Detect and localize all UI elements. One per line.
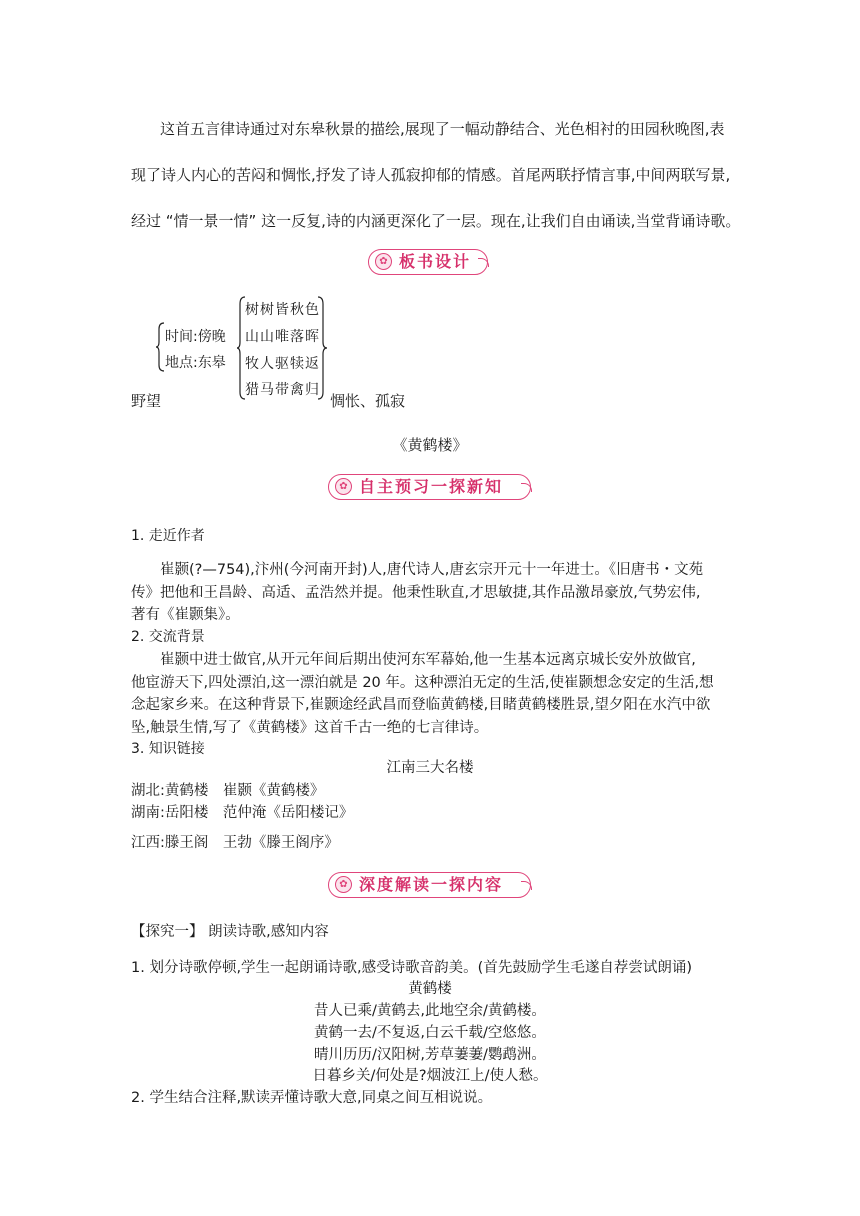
intro-line-1: 这首五言律诗通过对东皋秋景的描绘,展现了一幅动静结合、光色相衬的田园秋晚图,表 xyxy=(160,120,725,138)
background-line-4: 坠,触景生情,写了《黄鹤楼》这首千古一绝的七言律诗。 xyxy=(131,720,489,736)
towers-heading: 江南三大名楼 xyxy=(386,760,474,776)
board-title-word: 野望 xyxy=(131,392,162,410)
banner-title: 板书设计 xyxy=(399,252,472,271)
banner-title: 深度解读一探内容 xyxy=(359,875,504,894)
poem-line-2: 黄鹤一去/不复返,白云千载/空悠悠。 xyxy=(314,1025,546,1041)
book-icon: ✿ xyxy=(375,253,392,270)
poem-line-4: 日暮乡关/何处是?烟波江上/使人愁。 xyxy=(312,1068,548,1084)
section-2-title: 2. 交流背景 xyxy=(131,629,205,645)
book-icon: ✿ xyxy=(335,876,352,893)
banner-tail xyxy=(478,258,489,267)
poem-line-3: 晴川历历/汉阳树,芳草萋萋/鹦鹉洲。 xyxy=(314,1047,546,1063)
banner-preview xyxy=(328,474,531,500)
section-3-title: 3. 知识链接 xyxy=(131,741,205,757)
task-2: 2. 学生结合注释,默读弄懂诗歌大意,同桌之间互相说说。 xyxy=(131,1090,493,1106)
banner-tail xyxy=(521,483,532,492)
background-line-3: 念起家乡来。在这种背景下,崔颢途经武昌而登临黄鹤楼,目睹黄鹤楼胜景,望夕阳在水汽中欲 xyxy=(131,697,711,713)
intro-line-3: 经过 “情一景一情” 这一反复,诗的内涵更深化了一层。现在,让我们自由诵读,当堂背诵诗歌。 xyxy=(131,212,741,230)
board-line-3: 牧人驱犊返 xyxy=(245,356,320,372)
author-line-1: 崔颢(?—754),汴州(今河南开封)人,唐代诗人,唐玄宗开元十一年进士。《旧唐书・文苑 xyxy=(160,562,704,578)
book-icon: ✿ xyxy=(335,478,352,495)
section-1-title: 1. 走近作者 xyxy=(131,528,205,544)
author-line-2: 传》把他和王昌龄、高适、孟浩然并提。他秉性耿直,才思敏捷,其作品激昂豪放,气势宏伟, xyxy=(131,585,701,601)
author-line-3: 著有《崔颢集》。 xyxy=(131,607,240,623)
board-place: 地点:东皋 xyxy=(165,355,226,371)
poem-title: 黄鹤楼 xyxy=(408,981,452,997)
tower-row-2: 湖南:岳阳楼 范仲淹《岳阳楼记》 xyxy=(131,805,354,821)
banner-board-design xyxy=(368,249,488,275)
board-line-4: 猎马带禽归 xyxy=(245,382,320,398)
poem-heading: 《黄鹤楼》 xyxy=(392,436,468,454)
tower-row-1: 湖北:黄鹤楼 崔颢《黄鹤楼》 xyxy=(131,783,325,799)
left-brace-1 xyxy=(155,322,165,372)
board-emotion: 惆怅、孤寂 xyxy=(330,392,406,410)
banner-deep-reading xyxy=(328,872,531,898)
background-line-1: 崔颢中进士做官,从开元年间后期出使河东军幕始,他一生基本远离京城长安外放做官, xyxy=(160,652,696,668)
explore-1-title: 【探究一】 朗读诗歌,感知内容 xyxy=(131,924,329,940)
background-line-2: 他宦游天下,四处漂泊,这一漂泊就是 20 年。这种漂泊无定的生活,使崔颢想念安定的生活,想 xyxy=(131,675,714,691)
poem-line-1: 昔人已乘/黄鹤去,此地空余/黄鹤楼。 xyxy=(314,1003,546,1019)
board-line-2: 山山唯落晖 xyxy=(245,329,320,345)
banner-tail xyxy=(521,881,532,890)
task-1: 1. 划分诗歌停顿,学生一起朗诵诗歌,感受诗歌音韵美。(首先鼓励学生毛遂自荐尝试朗诵) xyxy=(131,960,692,976)
tower-row-3: 江西:滕王阁 王勃《滕王阁序》 xyxy=(131,835,339,851)
board-time: 时间:傍晚 xyxy=(165,329,226,345)
board-line-1: 树树皆秋色 xyxy=(245,302,320,318)
banner-title: 自主预习一探新知 xyxy=(359,477,504,496)
right-brace xyxy=(317,296,329,400)
intro-line-2: 现了诗人内心的苦闷和惆怅,抒发了诗人孤寂抑郁的情感。首尾两联抒情言事,中间两联写景, xyxy=(131,166,731,184)
